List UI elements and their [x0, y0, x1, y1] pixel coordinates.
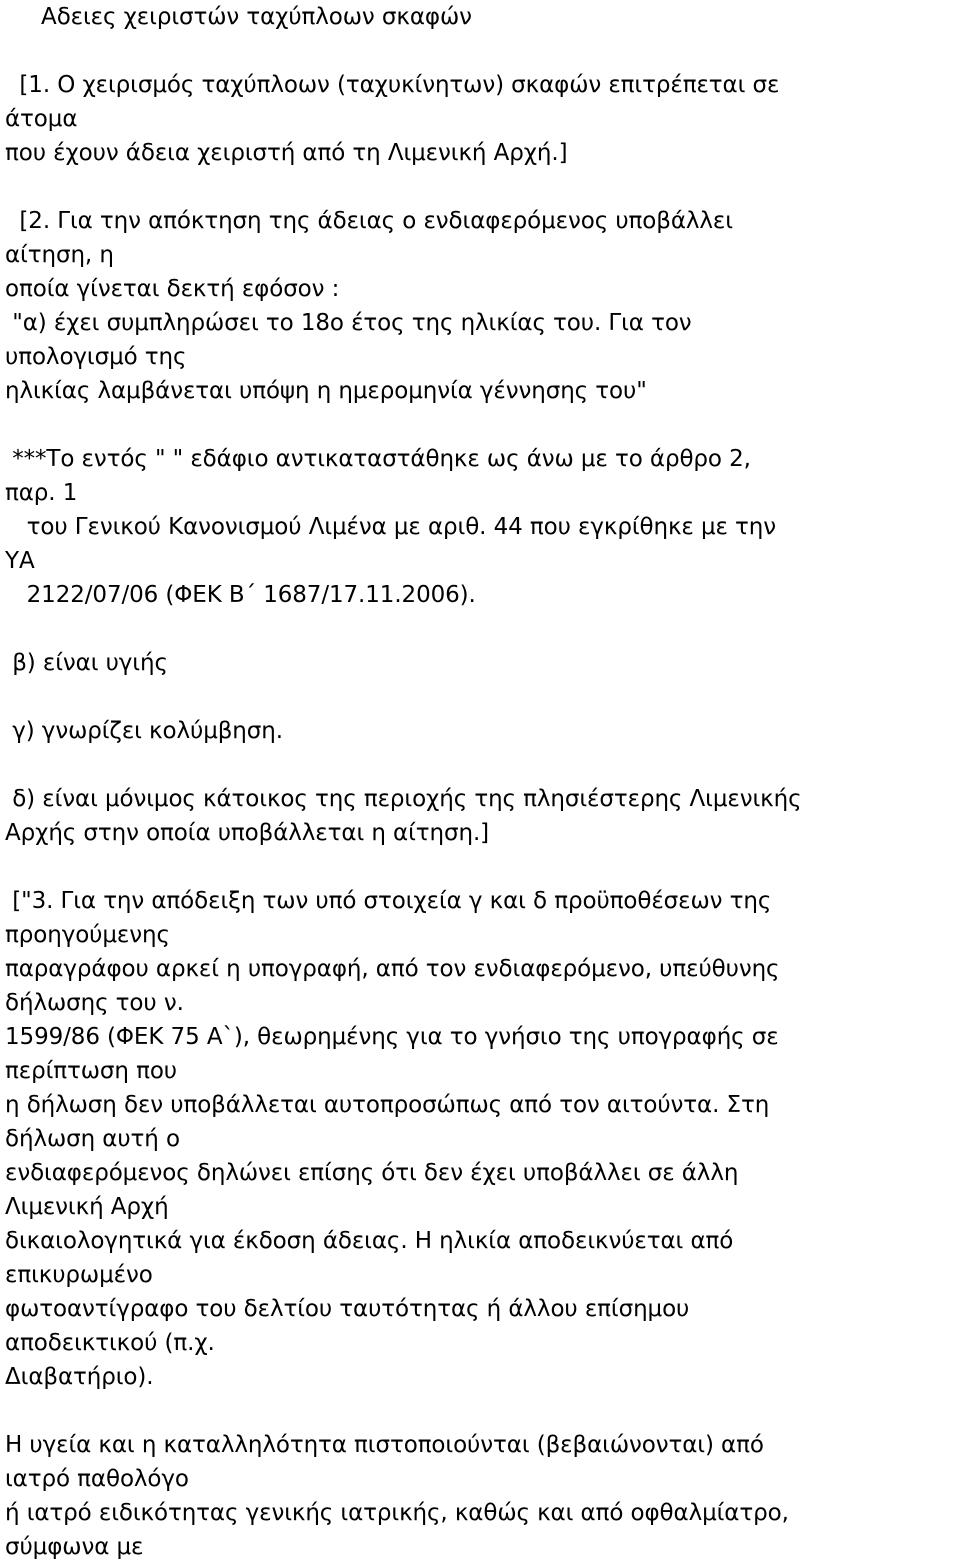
- paragraph-3-line: περίπτωση που: [5, 1058, 178, 1084]
- health-paragraph-line: σύμφωνα με: [5, 1534, 144, 1560]
- paragraph-3-line: προηγούμενης: [5, 922, 170, 948]
- blank-line: [5, 170, 960, 204]
- document-title: Αδειες χειριστών ταχύπλοων σκαφών: [5, 4, 472, 30]
- health-paragraph-line: ιατρό παθολόγο: [5, 1466, 189, 1492]
- paragraph-3-line: ["3. Για την απόδειξη των υπό στοιχεία γ και δ προϋποθέσεων της: [5, 888, 772, 914]
- paragraph-3-line: Διαβατήριο).: [5, 1364, 154, 1390]
- condition-c-line: γ) γνωρίζει κολύμβηση.: [5, 718, 283, 744]
- condition-d-line: δ) είναι μόνιμος κάτοικος της περιοχής της πλησιέστερης Λιμενικής: [5, 786, 802, 812]
- amendment-note-line: ***Το εντός " " εδάφιο αντικαταστάθηκε ως άνω με το άρθρο 2,: [5, 446, 751, 472]
- paragraph-2-line: [2. Για την απόκτηση της άδειας ο ενδιαφερόμενος υποβάλλει: [5, 208, 733, 234]
- paragraph-3-line: η δήλωση δεν υποβάλλεται αυτοπροσώπως από τον αιτούντα. Στη: [5, 1092, 770, 1118]
- blank-line: [5, 612, 960, 646]
- document-page: [5, 0, 960, 1564]
- blank-line: [5, 1394, 960, 1428]
- amendment-note-line: παρ. 1: [5, 480, 78, 506]
- condition-a-line: "α) έχει συμπληρώσει το 18ο έτος της ηλικίας του. Για τον: [5, 310, 692, 336]
- paragraph-3-line: παραγράφου αρκεί η υπογραφή, από τον ενδιαφερόμενο, υπεύθυνης: [5, 956, 780, 982]
- condition-a-line: υπολογισμό της: [5, 344, 187, 370]
- blank-line: [5, 850, 960, 884]
- health-paragraph-line: Η υγεία και η καταλληλότητα πιστοποιούνται (βεβαιώνονται) από: [5, 1432, 764, 1458]
- paragraph-3-line: φωτοαντίγραφο του δελτίου ταυτότητας ή άλλου επίσημου: [5, 1296, 690, 1322]
- amendment-note-line: ΥΑ: [5, 548, 35, 574]
- paragraph-3-line: 1599/86 (ΦΕΚ 75 Α`), θεωρημένης για το γνήσιο της υπογραφής σε: [5, 1024, 779, 1050]
- paragraph-3-line: αποδεικτικού (π.χ.: [5, 1330, 215, 1356]
- paragraph-3-line: ενδιαφερόμενος δηλώνει επίσης ότι δεν έχει υποβάλλει σε άλλη: [5, 1160, 739, 1186]
- paragraph-3-line: δικαιολογητικά για έκδοση άδειας. Η ηλικία αποδεικνύεται από: [5, 1228, 734, 1254]
- paragraph-1-line: που έχουν άδεια χειριστή από τη Λιμενική Αρχή.]: [5, 140, 568, 166]
- paragraph-1-line: [1. Ο χειρισμός ταχύπλοων (ταχυκίνητων) σκαφών επιτρέπεται σε: [5, 72, 780, 98]
- blank-line: [5, 34, 960, 68]
- paragraph-1-line: άτομα: [5, 106, 78, 132]
- blank-line: [5, 680, 960, 714]
- health-paragraph-line: ή ιατρό ειδικότητας γενικής ιατρικής, καθώς και από οφθαλμίατρο,: [5, 1500, 789, 1526]
- blank-line: [5, 408, 960, 442]
- condition-a-line: ηλικίας λαμβάνεται υπόψη η ημερομηνία γέννησης του": [5, 378, 647, 404]
- paragraph-3-line: επικυρωμένο: [5, 1262, 153, 1288]
- paragraph-2-line: αίτηση, η: [5, 242, 114, 268]
- paragraph-2-line: οποία γίνεται δεκτή εφόσον :: [5, 276, 340, 302]
- amendment-note-line: 2122/07/06 (ΦΕΚ Β΄ 1687/17.11.2006).: [5, 582, 476, 608]
- condition-b-line: β) είναι υγιής: [5, 650, 168, 676]
- paragraph-3-line: Λιμενική Αρχή: [5, 1194, 169, 1220]
- paragraph-3-line: δήλωσης του ν.: [5, 990, 184, 1016]
- condition-d-line: Αρχής στην οποία υποβάλλεται η αίτηση.]: [5, 820, 490, 846]
- blank-line: [5, 748, 960, 782]
- paragraph-3-line: δήλωση αυτή ο: [5, 1126, 180, 1152]
- amendment-note-line: του Γενικού Κανονισμού Λιμένα με αριθ. 44 που εγκρίθηκε με την: [5, 514, 776, 540]
